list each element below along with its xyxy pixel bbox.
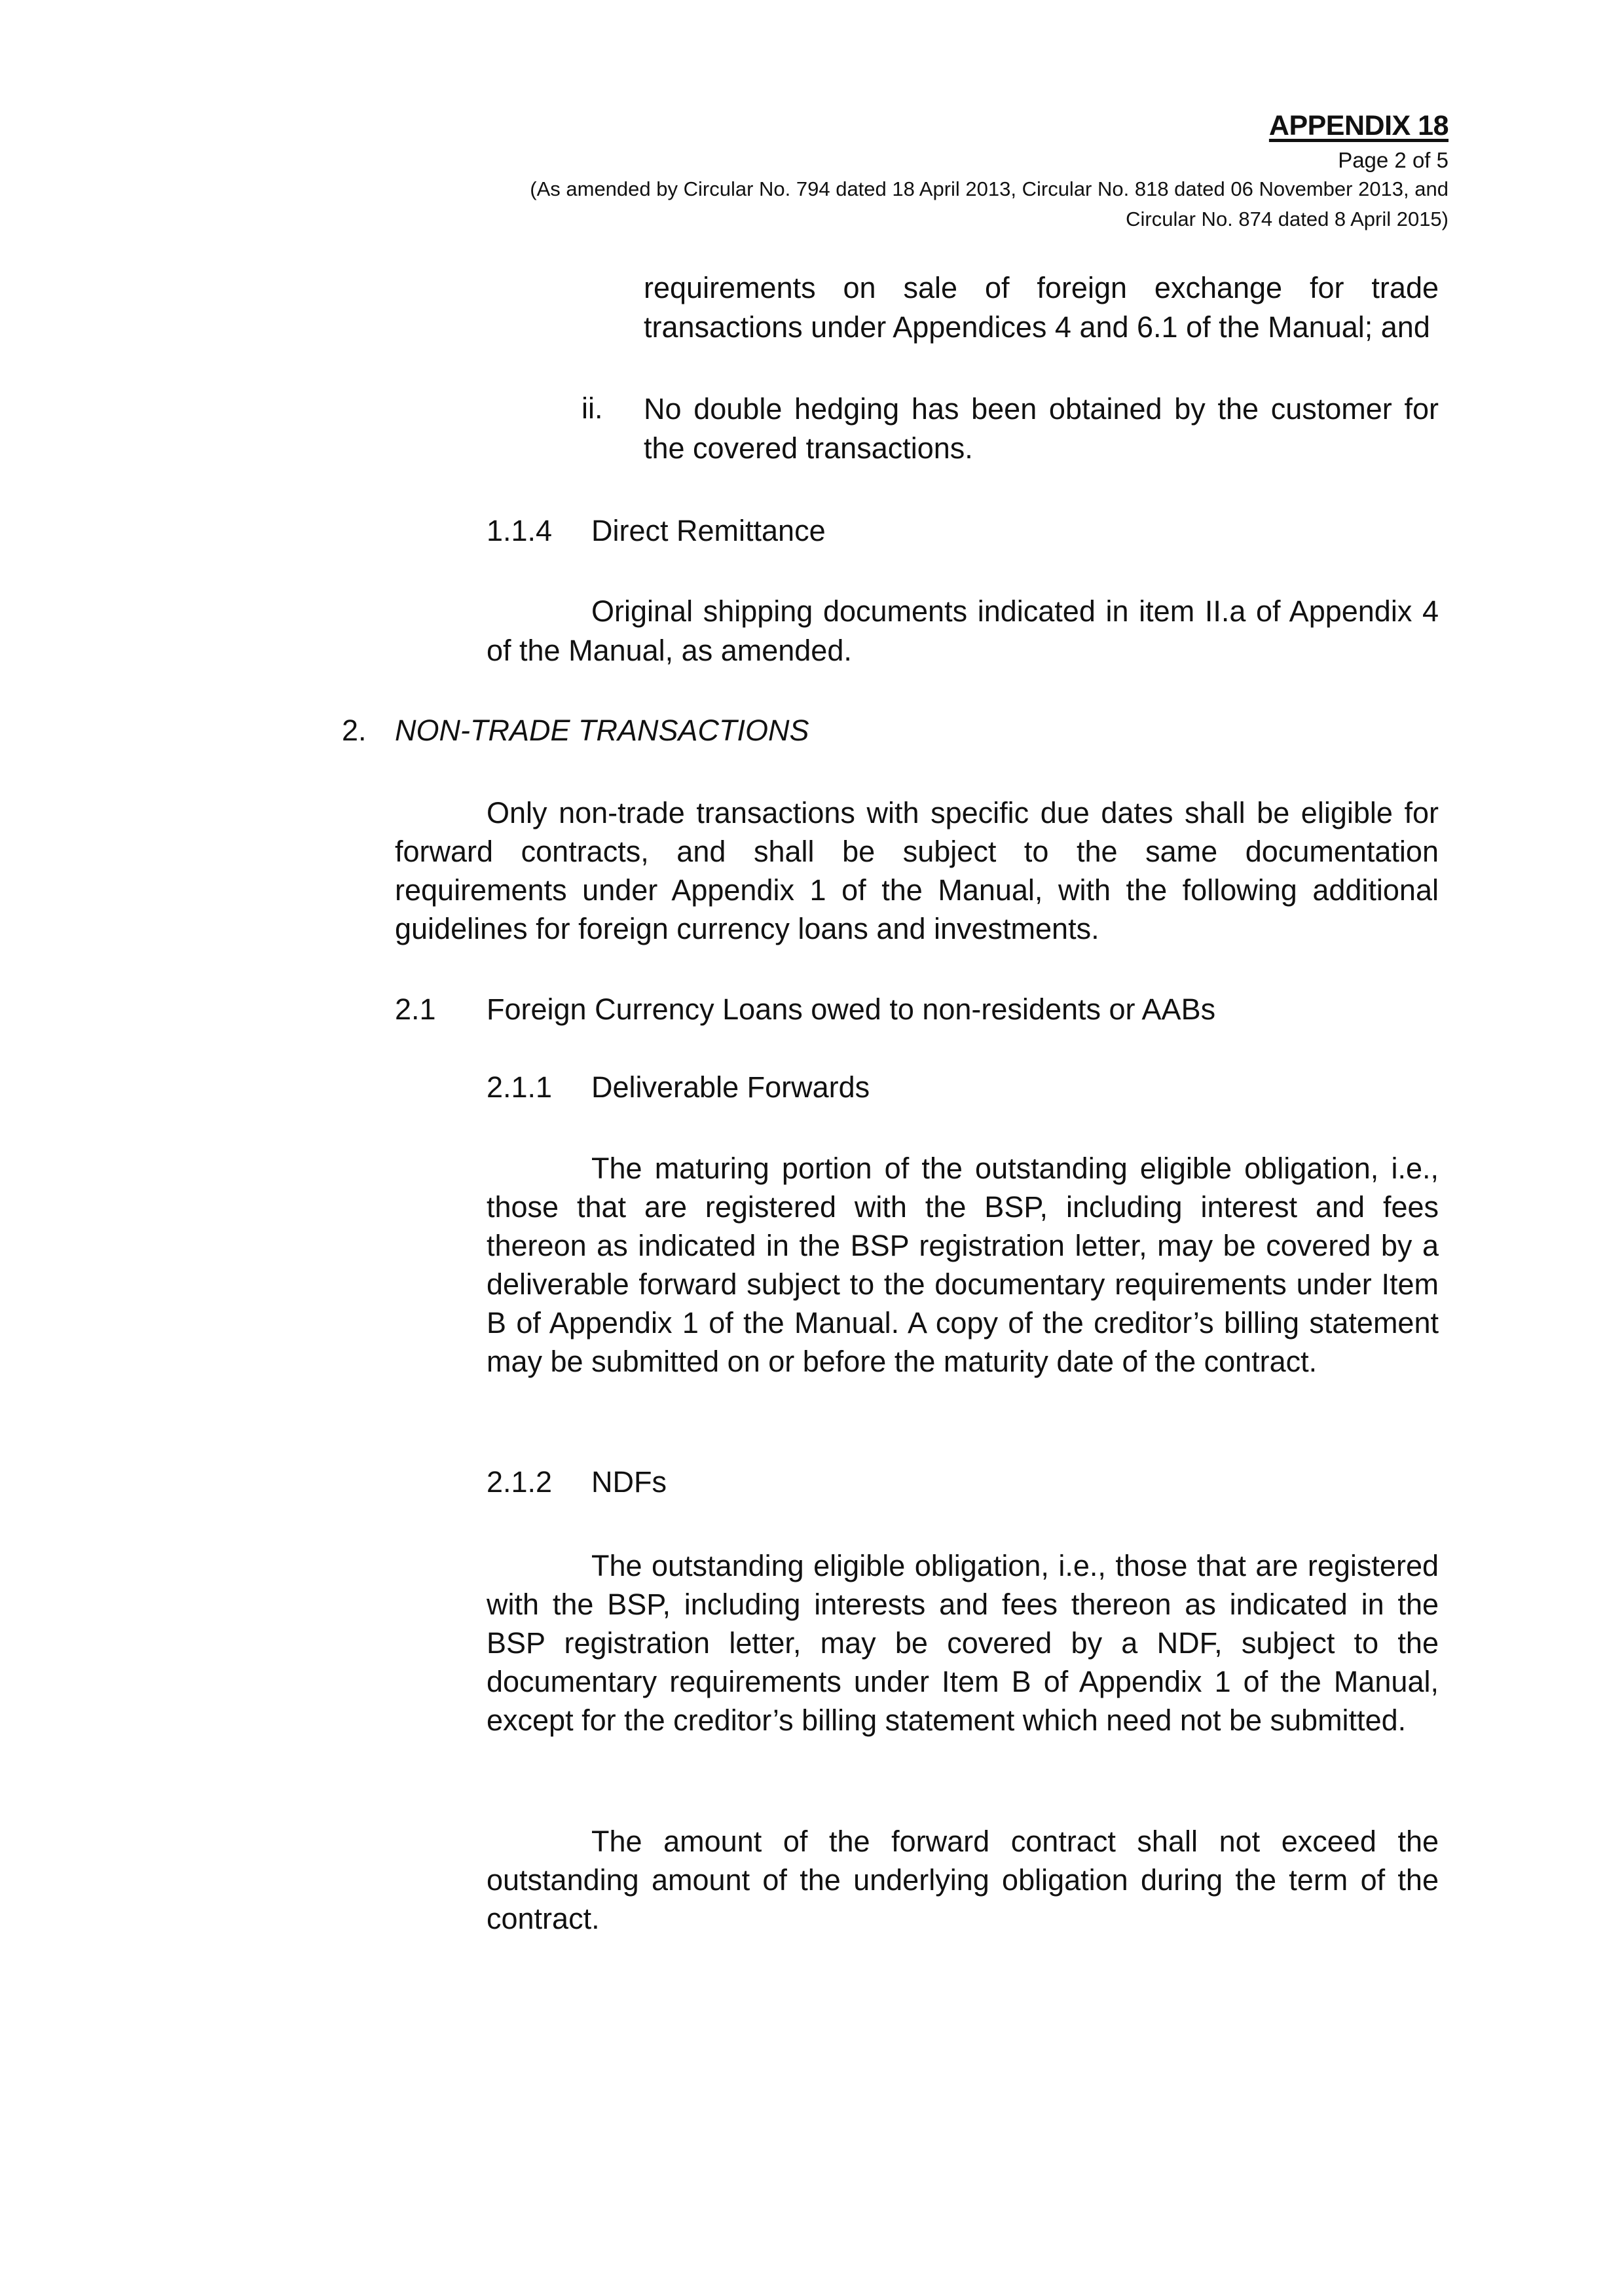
section-2-1-1-body: The maturing portion of the outstanding eligible obligation, i.e., those that are registered with the BSP, including interest and fees thereon as indicated in the BSP registration letter, may be covered by a deliverable forward subject to the documentary requirements under Item B of Appendix 1 of the Manual. A copy of the creditor’s billing statement may be submitted on or before the maturity date of the contract. (487, 1152, 1439, 1378)
section-1-1-4-number: 1.1.4 (487, 514, 553, 547)
item-ii-marker: ii. (581, 392, 603, 425)
amendment-note-line-2: Circular No. 874 dated 8 April 2015) (1126, 208, 1449, 230)
item-i-continuation: requirements on sale of foreign exchange for trade transactions under Appendices 4 and 6.1 of the Manual; and (644, 271, 1439, 344)
section-2-1-title: Foreign Currency Loans owed to non-residents or AABs (487, 993, 1216, 1026)
section-2-title: NON-TRADE TRANSACTIONS (395, 714, 809, 747)
section-2-1-2-body-1: The outstanding eligible obligation, i.e., those that are registered with the BSP, including interests and fees thereon as indicated in the BSP registration letter, may be covered by a NDF, subject to the documentary requirements under Item B of Appendix 1 of the Manual, except for the creditor’s billing statement which need not be submitted. (487, 1549, 1439, 1737)
amendment-note-line-1: (As amended by Circular No. 794 dated 18 April 2013, Circular No. 818 dated 06 November 2013, and (530, 177, 1449, 200)
section-2-1-2-number: 2.1.2 (487, 1465, 553, 1499)
section-2-1-1-number: 2.1.1 (487, 1070, 553, 1104)
section-2-number: 2. (342, 714, 367, 747)
section-2-1-1-title: Deliverable Forwards (591, 1070, 870, 1104)
section-2-1-2-title: NDFs (591, 1465, 667, 1499)
section-2-body: Only non-trade transactions with specific due dates shall be eligible for forward contracts, and shall be subject to the same documentation requirements under Appendix 1 of the Manual, with the following additional guidelines for foreign currency loans and investments. (395, 796, 1439, 945)
appendix-title: APPENDIX 18 (1268, 110, 1449, 141)
section-2-1-number: 2.1 (395, 993, 436, 1026)
section-2-1-2-body-2: The amount of the forward contract shall not exceed the outstanding amount of the underlying obligation during the term of the contract. (487, 1825, 1439, 1935)
section-1-1-4-title: Direct Remittance (591, 514, 826, 547)
item-ii-text: No double hedging has been obtained by the customer for the covered transactions. (644, 392, 1439, 465)
section-1-1-4-body: Original shipping documents indicated in item II.a of Appendix 4 of the Manual, as amended. (487, 594, 1439, 667)
page-number: Page 2 of 5 (1338, 148, 1449, 172)
